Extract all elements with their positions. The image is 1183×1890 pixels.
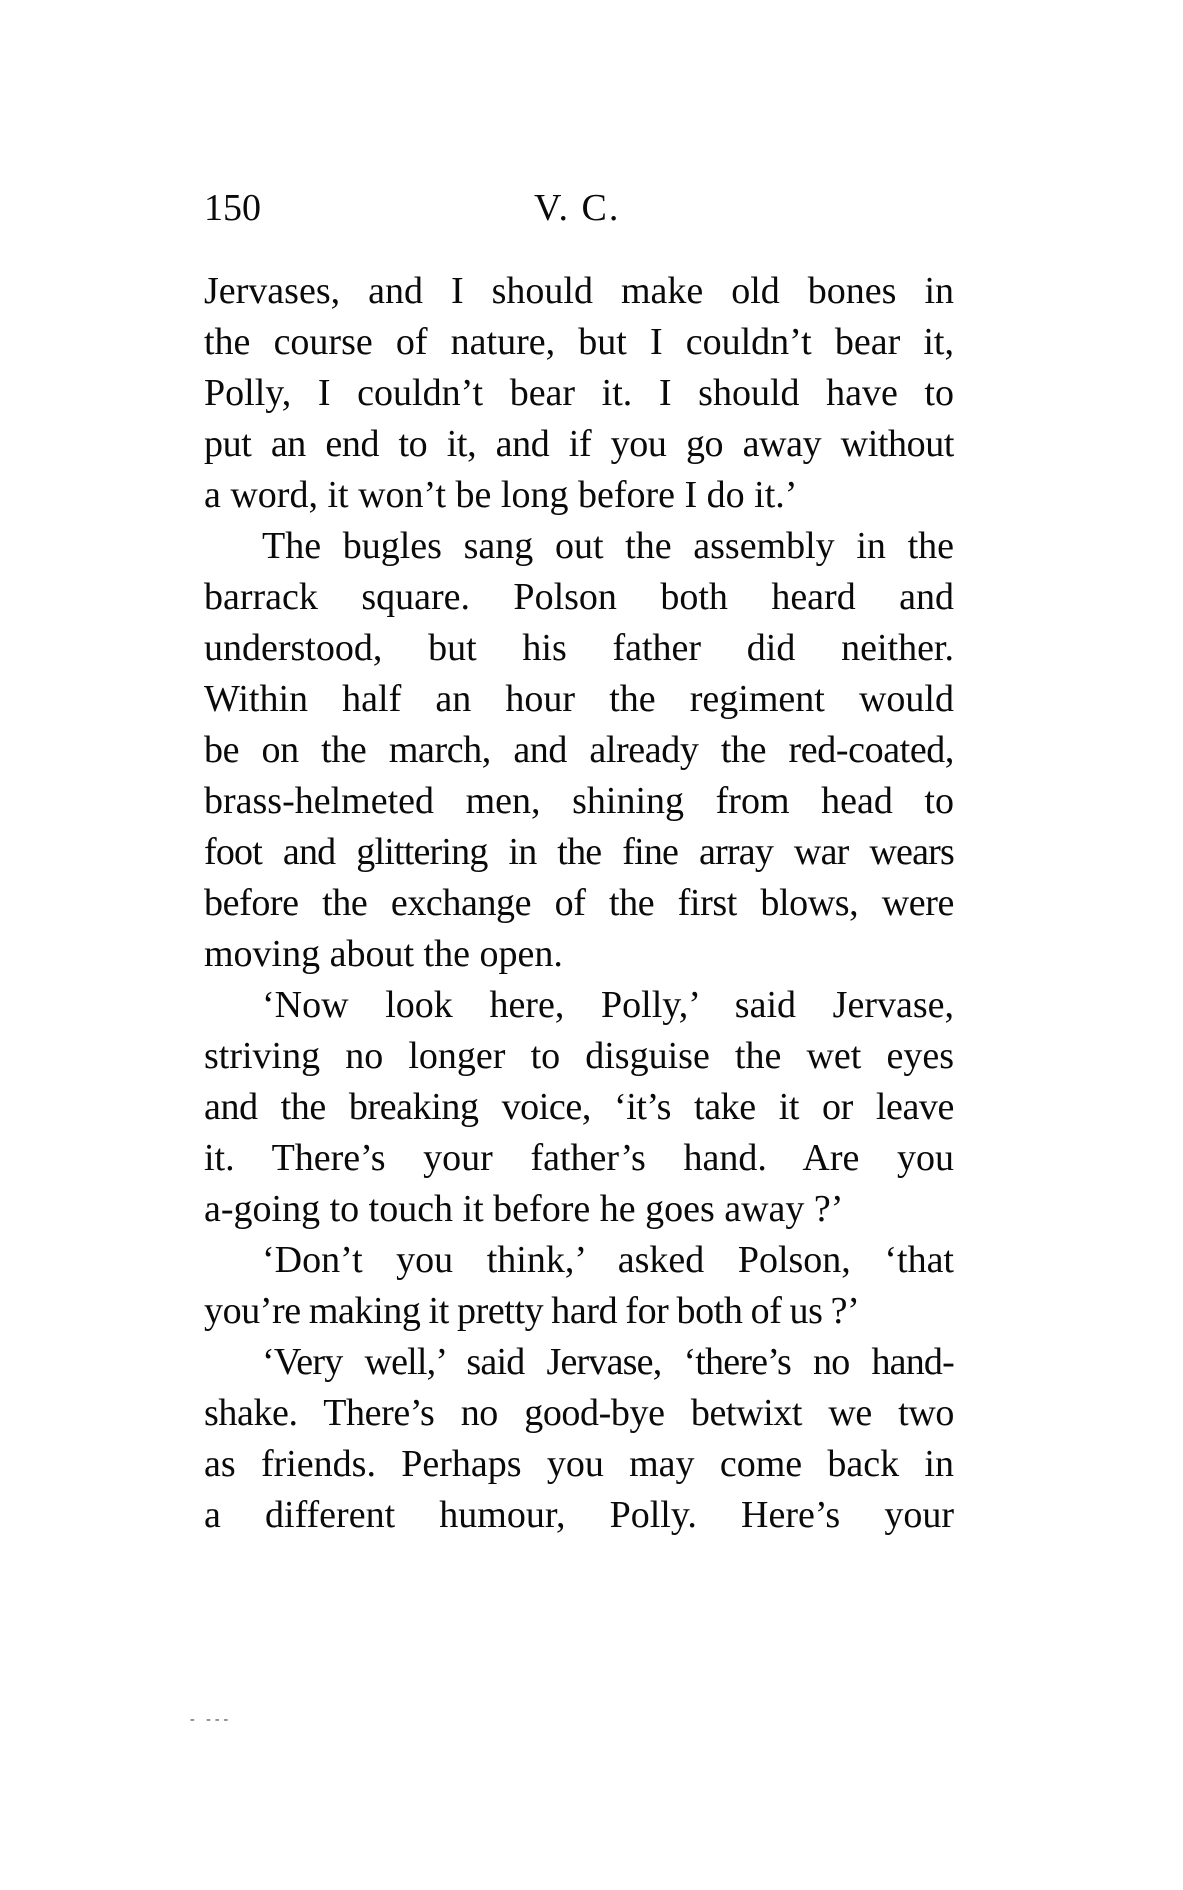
- page-number: 150: [204, 187, 261, 229]
- text-line: be on the march, and already the red-coated,: [204, 729, 954, 771]
- text-line: The bugles sang out the assembly in the: [262, 525, 954, 567]
- text-line: barrack square. Polson both heard and: [204, 576, 954, 618]
- text-line: as friends. Perhaps you may come back in: [204, 1443, 954, 1485]
- text-line: brass-helmeted men, shining from head to: [204, 780, 954, 822]
- page-header: [204, 178, 954, 238]
- text-line: before the exchange of the first blows, were: [204, 882, 954, 924]
- text-line: ‘Very well,’ said Jervase, ‘there’s no hand-: [262, 1341, 954, 1383]
- text-line: put an end to it, and if you go away without: [204, 423, 954, 465]
- text-line: Polly, I couldn’t bear it. I should have to: [204, 372, 954, 414]
- text-line: moving about the open.: [204, 933, 563, 975]
- text-line: Within half an hour the regiment would: [204, 678, 954, 720]
- text-line: a-going to touch it before he goes away ?’: [204, 1188, 844, 1230]
- text-line: and the breaking voice, ‘it’s take it or leave: [204, 1086, 954, 1128]
- text-line: ‘Don’t you think,’ asked Polson, ‘that: [262, 1239, 954, 1281]
- text-line: foot and glittering in the fine array war wears: [204, 831, 954, 873]
- text-line: understood, but his father did neither.: [204, 627, 954, 669]
- text-line: striving no longer to disguise the wet eyes: [204, 1035, 954, 1077]
- text-line: it. There’s your father’s hand. Are you: [204, 1137, 954, 1179]
- running-head: V. C.: [534, 187, 621, 229]
- text-line: Jervases, and I should make old bones in: [204, 270, 954, 312]
- body-text: [204, 266, 954, 1541]
- text-line: shake. There’s no good-bye betwixt we two: [204, 1392, 954, 1434]
- text-line: ‘Now look here, Polly,’ said Jervase,: [262, 984, 954, 1026]
- text-line: you’re making it pretty hard for both of us ?’: [204, 1290, 860, 1332]
- text-line: the course of nature, but I couldn’t bear it,: [204, 321, 954, 363]
- footer-mark: - ---: [190, 1712, 233, 1727]
- text-line: a different humour, Polly. Here’s your: [204, 1494, 954, 1536]
- text-line: a word, it won’t be long before I do it.’: [204, 474, 798, 516]
